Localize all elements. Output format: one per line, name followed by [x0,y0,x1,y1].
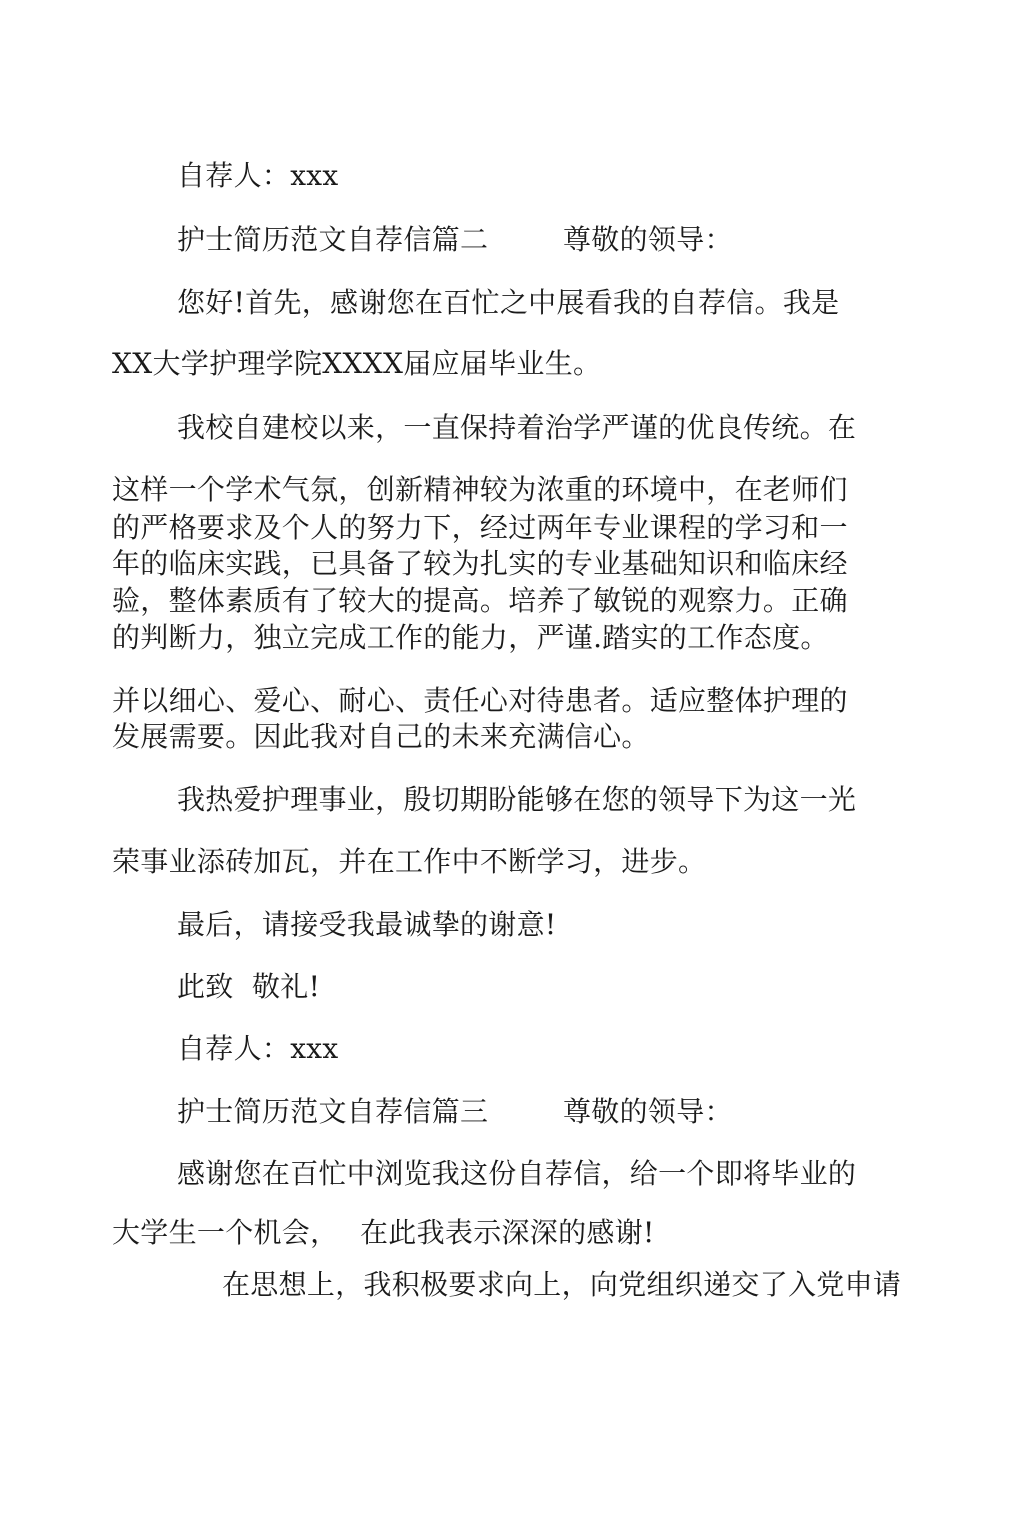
signature-line-1: 自荐人：xxx [177,159,339,192]
closing-salute: 此致 敬礼! [177,970,321,1003]
paragraph-line: XX大学护理学院XXXX届应届毕业生。 [112,347,602,380]
paragraph-line: 我热爱护理事业，殷切期盼能够在您的领导下为这一光 [177,783,857,816]
paragraph-line: 在思想上，我积极要求向上，向党组织递交了入党申请 [222,1268,902,1301]
paragraph-line: 发展需要。因此我对自己的未来充满信心。 [112,720,650,753]
paragraph-line: 荣事业添砖加瓦，并在工作中不断学习，进步。 [112,845,707,878]
paragraph-line: 我校自建校以来，一直保持着治学严谨的优良传统。在 [177,411,857,444]
section-heading-2: 护士简历范文自荐信篇二 [177,223,489,256]
paragraph-line: 大学生一个机会， [112,1216,339,1249]
signature-line-2: 自荐人：xxx [177,1032,339,1065]
paragraph-line: 验，整体素质有了较大的提高。培养了敏锐的观察力。正确 [112,584,848,617]
paragraph-line: 年的临床实践，已具备了较为扎实的专业基础知识和临床经 [112,547,848,580]
paragraph-line: 这样一个学术气氛，创新精神较为浓重的环境中，在老师们 [112,473,848,506]
paragraph-line: 并以细心、爱心、耐心、责任心对待患者。适应整体护理的 [112,684,848,717]
paragraph-line: 您好!首先，感谢您在百忙之中展看我的自荐信。我是 [177,286,840,319]
salutation-3: 尊敬的领导： [563,1095,733,1128]
paragraph-line: 感谢您在百忙中浏览我这份自荐信，给一个即将毕业的 [177,1157,857,1190]
salutation-2: 尊敬的领导： [563,223,733,256]
section-heading-3: 护士简历范文自荐信篇三 [177,1095,489,1128]
paragraph-line: 在此我表示深深的感谢! [360,1216,655,1249]
paragraph-line: 的判断力，独立完成工作的能力，严谨.踏实的工作态度。 [112,621,829,654]
paragraph-line: 的严格要求及个人的努力下，经过两年专业课程的学习和一 [112,511,848,544]
closing-line: 最后，请接受我最诚挚的谢意! [177,908,557,941]
